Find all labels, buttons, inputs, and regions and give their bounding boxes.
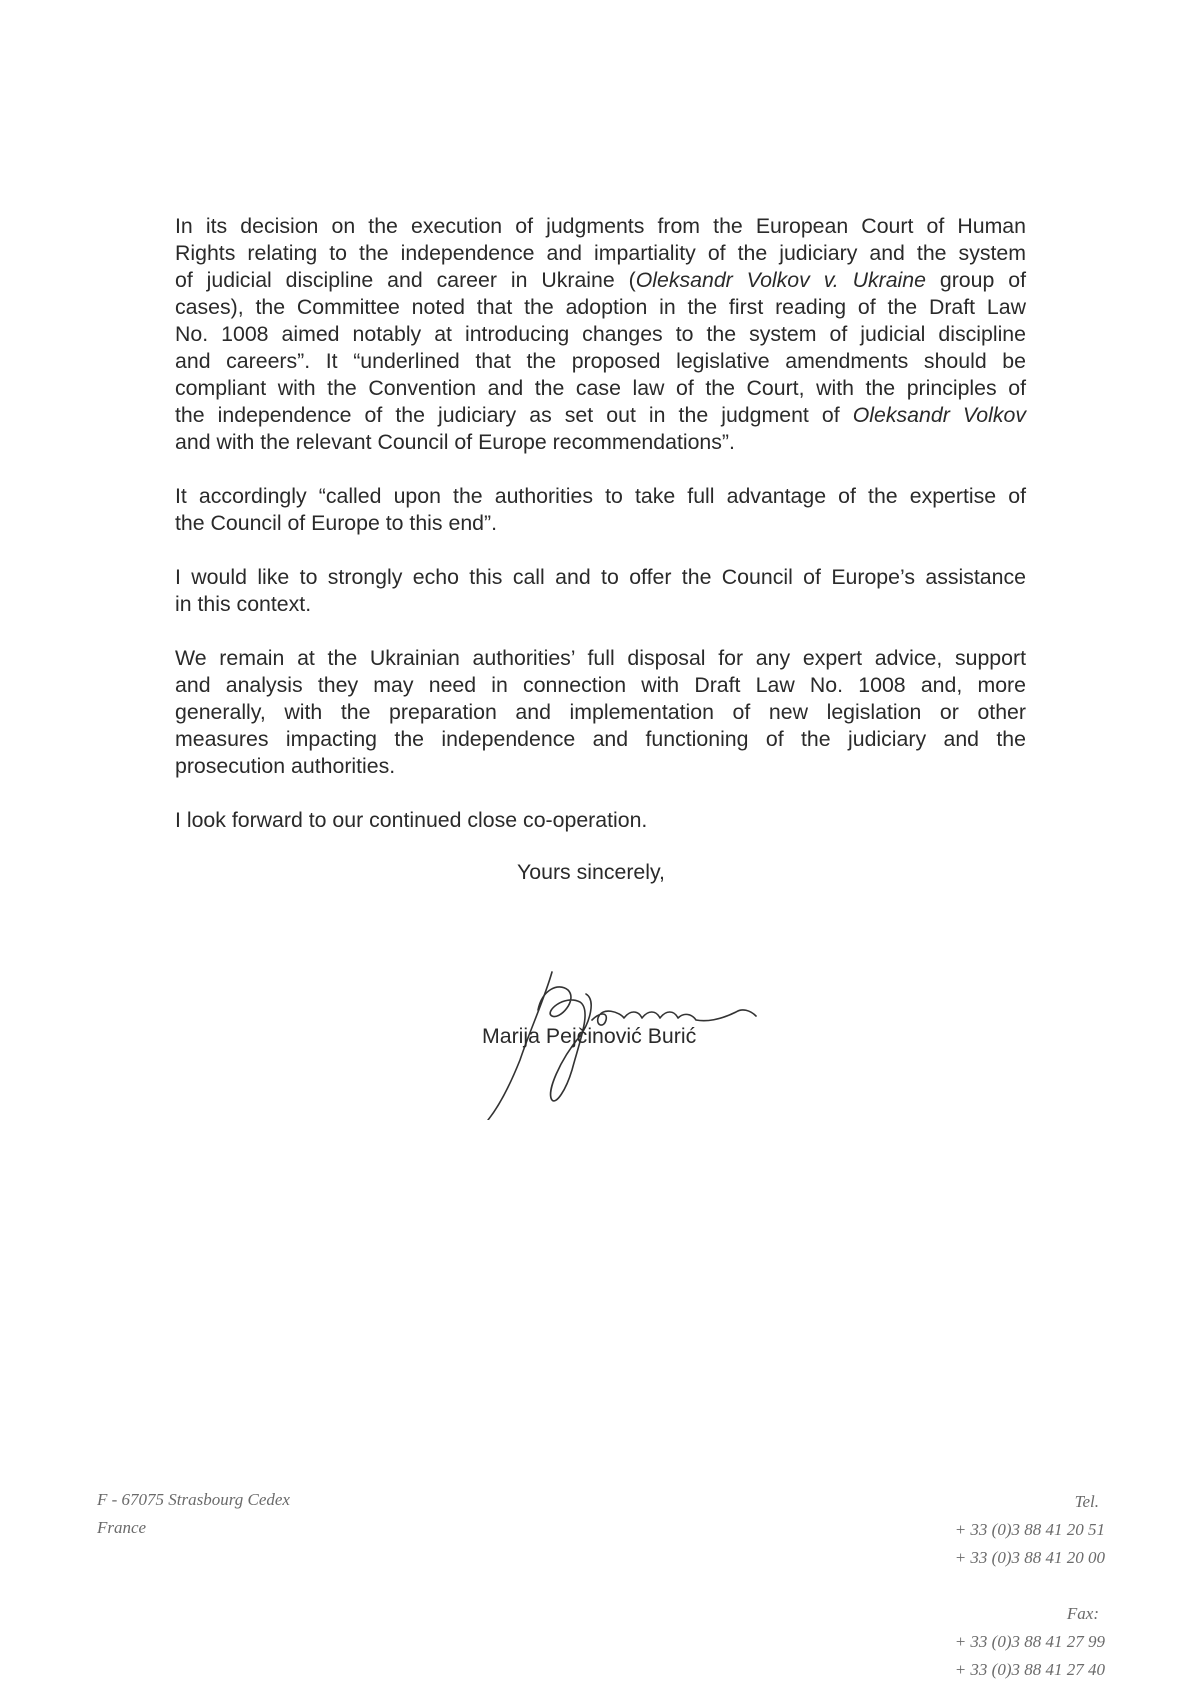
text-line: in this context. xyxy=(175,592,312,616)
tel-label: Tel. xyxy=(1074,1492,1099,1511)
paragraph-echo-call xyxy=(175,564,1026,618)
text-run: of judicial discipline and career in Ukraine ( xyxy=(175,268,636,292)
text-line xyxy=(175,267,1026,294)
text-line: and careers”. It “underlined that the proposed legislative amendments should be xyxy=(175,349,1026,373)
text-line: Rights relating to the independence and impartiality of the judiciary and the system xyxy=(175,241,1026,265)
text-line: We remain at the Ukrainian authorities’ full disposal for any expert advice, support xyxy=(175,646,1026,670)
telephone-number: + 33 (0)3 88 41 20 00 xyxy=(954,1548,1105,1567)
text-run: the independence of the judiciary as set out in the judgment of xyxy=(175,403,853,427)
case-name-italic: Oleksandr Volkov v. Ukraine xyxy=(635,268,926,292)
text-line xyxy=(175,402,1026,429)
tel-number-1: + 33 (0)3 88 41 20 51 xyxy=(954,1520,1105,1539)
letter-body xyxy=(175,213,1026,861)
footer-address xyxy=(97,1486,290,1542)
text-line: It accordingly “called upon the authorities to take full advantage of the expertise of xyxy=(175,484,1026,508)
fax-number: + 33 (0)3 88 41 27 40 xyxy=(954,1660,1105,1679)
text-line: prosecution authorities. xyxy=(175,754,396,778)
text-run: group of xyxy=(925,268,1026,292)
paragraph-cooperation xyxy=(175,807,1026,834)
text-line: measures impacting the independence and functioning of the judiciary and the xyxy=(175,727,1026,751)
text-line: No. 1008 aimed notably at introducing changes to the system of judicial discipline xyxy=(175,322,1026,346)
fax-label: Fax: xyxy=(1066,1604,1099,1623)
text-line: the Council of Europe to this end”. xyxy=(175,511,498,535)
paragraph-call-upon xyxy=(175,483,1026,537)
signatory-name: Marija Pejčinović Burić xyxy=(482,1024,697,1048)
footer-contacts xyxy=(855,1488,1105,1684)
paragraph-disposal xyxy=(175,645,1026,780)
address-country: France xyxy=(97,1518,147,1537)
text-line: compliant with the Convention and the case law of the Court, with the principles of xyxy=(175,376,1026,400)
text-line: cases), the Committee noted that the adoption in the first reading of the Draft Law xyxy=(175,295,1026,319)
text-line: I would like to strongly echo this call and to offer the Council of Europe’s assistance xyxy=(175,565,1026,589)
closing-salutation: Yours sincerely, xyxy=(517,860,665,884)
text-line: I look forward to our continued close co-operation. xyxy=(175,808,648,832)
text-line: and analysis they may need in connection with Draft Law No. 1008 and, more xyxy=(175,673,1026,697)
text-line: In its decision on the execution of judgments from the European Court of Human xyxy=(175,214,1026,238)
address-line: F - 67075 Strasbourg Cedex xyxy=(97,1490,290,1509)
telephone-number xyxy=(855,1488,1105,1544)
text-line: and with the relevant Council of Europe recommendations”. xyxy=(175,430,735,454)
telephone-block xyxy=(855,1488,1105,1572)
fax-number xyxy=(855,1600,1105,1656)
paragraph-committee-decision xyxy=(175,213,1026,456)
fax-number-1: + 33 (0)3 88 41 27 99 xyxy=(954,1632,1105,1651)
fax-block xyxy=(855,1600,1105,1684)
text-line: generally, with the preparation and implementation of new legislation or other xyxy=(175,700,1026,724)
case-name-italic: Oleksandr Volkov xyxy=(852,403,1026,427)
